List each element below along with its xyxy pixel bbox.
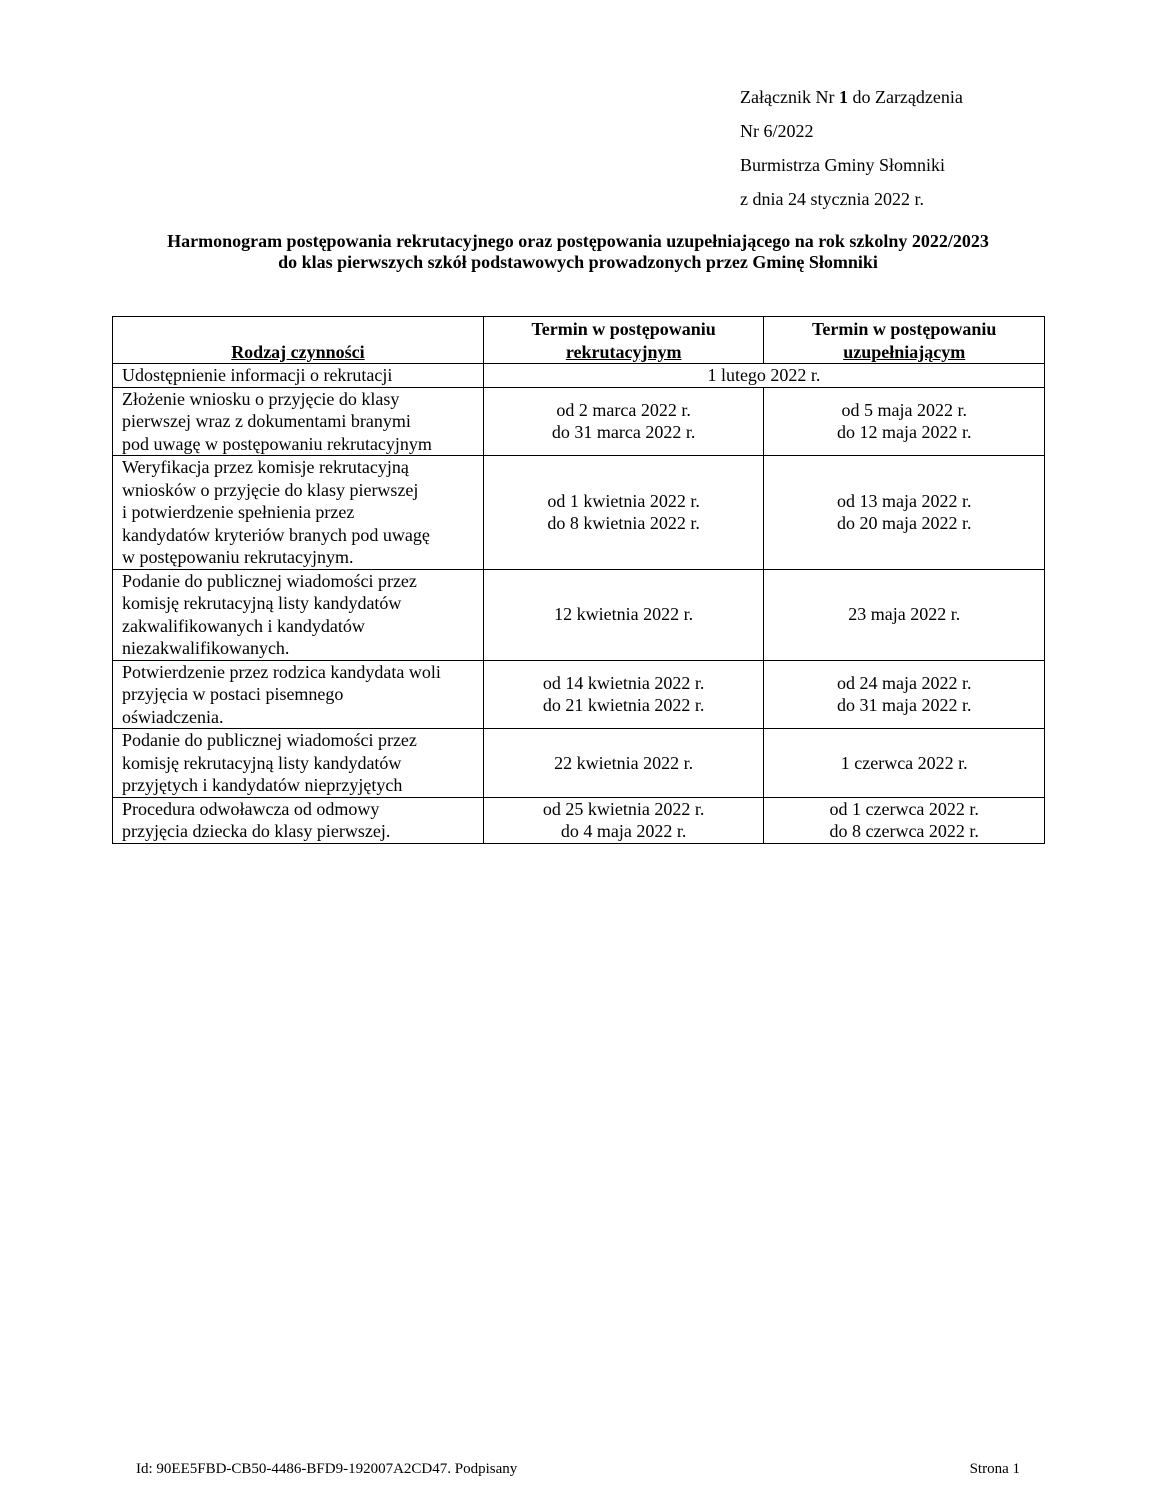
- rekrutacyjne-date-cell: [483, 456, 764, 570]
- activity-cell: [113, 569, 484, 660]
- date-line: od 5 maja 2022 r.: [841, 399, 967, 420]
- annex-line-1-suffix: do Zarządzenia: [847, 87, 963, 107]
- activity-cell: [113, 387, 484, 456]
- activity-line: pod uwagę w postępowaniu rekrutacyjnym: [122, 433, 432, 454]
- activity-line: przyjęcia dziecka do klasy pierwszej.: [122, 821, 391, 841]
- rekrutacyjne-date-cell: [483, 660, 764, 729]
- schedule-table: [112, 316, 1045, 844]
- table-row: [113, 364, 1045, 388]
- uzupelniajace-date-cell: [764, 569, 1045, 660]
- activity-cell: [113, 729, 484, 798]
- date-line: do 4 maja 2022 r.: [560, 821, 687, 841]
- date-line: od 13 maja 2022 r.: [836, 490, 972, 511]
- date-line: od 24 maja 2022 r.: [836, 672, 972, 693]
- date-line: 1 czerwca 2022 r.: [840, 752, 968, 773]
- date-line: od 1 kwietnia 2022 r.: [547, 490, 700, 511]
- footer-document-id: Id: 90EE5FBD-CB50-4486-BFD9-192007A2CD47. Podpisany: [136, 1461, 518, 1477]
- date-line: od 25 kwietnia 2022 r.: [542, 798, 705, 819]
- activity-cell: Udostępnienie informacji o rekrutacji: [113, 364, 484, 388]
- table-row: [113, 456, 1045, 570]
- activity-cell: [113, 660, 484, 729]
- date-line: do 20 maja 2022 r.: [836, 513, 972, 534]
- uzupelniajace-date-cell: [764, 729, 1045, 798]
- document-title: [60, 231, 1096, 273]
- annex-number: 1: [838, 87, 848, 107]
- header-activity: Rodzaj czynności: [113, 317, 484, 364]
- annex-line-1-prefix: Załącznik Nr: [740, 87, 839, 107]
- rekrutacyjne-date-cell: [483, 729, 764, 798]
- footer-page-number: Strona 1: [969, 1461, 1020, 1477]
- date-line: od 14 kwietnia 2022 r.: [542, 672, 705, 693]
- table-row: [113, 660, 1045, 729]
- activity-line: zakwalifikowanych i kandydatów: [122, 615, 365, 636]
- header-uzupelniajace: Termin w postępowaniu uzupełniającym: [764, 317, 1045, 364]
- annex-line-4: z dnia 24 stycznia 2022 r.: [740, 189, 924, 209]
- activity-cell: [113, 456, 484, 570]
- annex-header: [740, 80, 963, 216]
- rekrutacyjne-date-cell: [483, 387, 764, 456]
- header-rekrutacyjne: Termin w postępowaniu rekrutacyjnym: [483, 317, 764, 364]
- activity-line: Procedura odwoławcza od odmowy: [122, 798, 380, 819]
- date-line: od 2 marca 2022 r.: [556, 399, 691, 420]
- uzupelniajace-date-cell: [764, 387, 1045, 456]
- table-row: [113, 387, 1045, 456]
- activity-line: kandydatów kryteriów branych pod uwagę: [122, 524, 430, 545]
- activity-line: Weryfikacja przez komisje rekrutacyjną: [122, 457, 409, 477]
- activity-line: Złożenie wniosku o przyjęcie do klasy: [122, 388, 400, 409]
- activity-line: przyjętych i kandydatów nieprzyjętych: [122, 775, 403, 795]
- activity-line: Podanie do publicznej wiadomości przez: [122, 730, 417, 750]
- date-line: do 8 kwietnia 2022 r.: [547, 513, 700, 534]
- activity-line: niezakwalifikowanych.: [122, 638, 290, 658]
- activity-line: Potwierdzenie przez rodzica kandydata woli: [122, 661, 441, 682]
- activity-line: i potwierdzenie spełnienia przez: [122, 502, 355, 522]
- date-line: do 31 maja 2022 r.: [836, 695, 972, 716]
- table-row: [113, 797, 1045, 843]
- date-line: do 12 maja 2022 r.: [836, 422, 972, 443]
- rekrutacyjne-date-cell: [483, 797, 764, 843]
- date-line: do 31 marca 2022 r.: [551, 422, 696, 443]
- activity-line: przyjęcia w postaci pisemnego: [122, 684, 344, 704]
- date-line: 23 maja 2022 r.: [848, 604, 961, 625]
- annex-line-1: [740, 80, 963, 114]
- annex-line-3: Burmistrza Gminy Słomniki: [740, 155, 945, 175]
- uzupelniajace-date-cell: [764, 660, 1045, 729]
- activity-line: komisję rekrutacyjną listy kandydatów: [122, 593, 402, 613]
- date-line: do 8 czerwca 2022 r.: [829, 821, 979, 841]
- table-row: [113, 729, 1045, 798]
- rekrutacyjne-date-cell: [483, 569, 764, 660]
- title-line-2: do klas pierwszych szkół podstawowych prowadzonych przez Gminę Słomniki: [278, 252, 878, 272]
- date-line: 22 kwietnia 2022 r.: [554, 752, 694, 773]
- activity-line: oświadczenia.: [122, 706, 224, 727]
- date-line: do 21 kwietnia 2022 r.: [542, 695, 705, 716]
- uzupelniajace-date-cell: [764, 797, 1045, 843]
- activity-line: komisję rekrutacyjną listy kandydatów: [122, 752, 402, 773]
- title-line-1: Harmonogram postępowania rekrutacyjnego oraz postępowania uzupełniającego na rok szkolny 2022/2023: [167, 231, 989, 251]
- uzupelniajace-date-cell: [764, 456, 1045, 570]
- date-line: od 1 czerwca 2022 r.: [829, 798, 979, 819]
- table-header-row: [113, 317, 1045, 364]
- activity-line: pierwszej wraz z dokumentami branymi: [122, 411, 411, 431]
- annex-line-2: Nr 6/2022: [740, 121, 814, 141]
- activity-line: w postępowaniu rekrutacyjnym.: [122, 547, 354, 567]
- activity-cell: [113, 797, 484, 843]
- activity-line: wniosków o przyjęcie do klasy pierwszej: [122, 479, 419, 500]
- table-row: [113, 569, 1045, 660]
- shared-date-cell: 1 lutego 2022 r.: [483, 364, 1044, 388]
- activity-line: Podanie do publicznej wiadomości przez: [122, 570, 417, 591]
- date-line: 12 kwietnia 2022 r.: [554, 604, 694, 625]
